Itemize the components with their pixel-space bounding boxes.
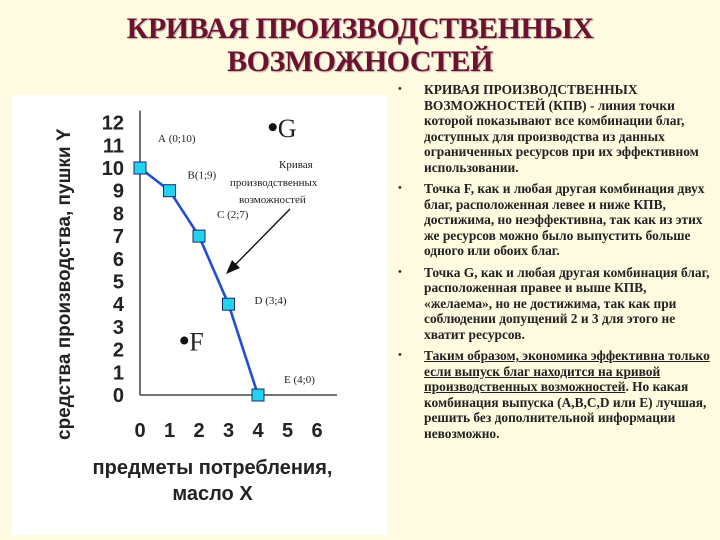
note-text-4-underlined: Таким образом, экономика эффективна только если выпуск благ находится на кривой производственных возможностей <box>424 348 710 394</box>
data-point-marker <box>252 389 264 401</box>
bullet-icon: • <box>398 182 402 194</box>
point-label: E (4;0) <box>284 374 315 386</box>
note-text-4-rest: . Но какая комбинация выпуска (A,B,C,D или E) лучшая, решить без дополнительной информации невозможно. <box>424 379 707 441</box>
note-item-2 <box>394 181 716 259</box>
y-tick-label: 6 <box>112 248 124 271</box>
annotation-text: возможностей <box>239 194 306 206</box>
bullet-icon: • <box>398 83 402 95</box>
notes-list <box>394 82 716 447</box>
data-point-marker <box>223 298 235 310</box>
y-tick-label: 11 <box>102 135 124 158</box>
x-axis-label-line-1: предметы потребления, <box>92 457 333 479</box>
annotation-text: Кривая <box>279 159 313 171</box>
extra-point-label: G <box>277 114 297 144</box>
y-tick-label: 10 <box>101 158 124 180</box>
note-text-1: КРИВАЯ ПРОИЗВОДСТВЕННЫХ ВОЗМОЖНОСТЕЙ (КПВ) - линия точки которой показывают все комбинации благ, доступных для производства из данных ограниченных ресурсов при их эффективном использовании. <box>424 82 699 175</box>
title-line-1: КРИВАЯ ПРОИЗВОДСТВЕННЫХ <box>126 12 594 45</box>
point-label: D (3;4) <box>254 295 287 308</box>
y-tick-label: 1 <box>112 362 124 385</box>
data-point-marker <box>193 230 205 242</box>
y-tick-label: 3 <box>112 316 124 339</box>
x-tick-label: 3 <box>222 420 235 442</box>
y-tick-label: 12 <box>101 112 124 135</box>
point-label: А (0;10) <box>158 133 196 145</box>
extra-point-label: F <box>189 327 204 357</box>
data-point-marker <box>134 162 146 174</box>
x-axis-label-line-2: масло X <box>172 483 253 505</box>
x-tick-label: 6 <box>311 420 323 442</box>
y-tick-label: 4 <box>112 294 124 317</box>
note-text-3: Точка G, как и любая другая комбинация благ, расположенная правее и выше КПВ, «желаема», но не достижима, так как при соблюдении допущений 2 и 3 для этого не хватит ресурсов. <box>424 264 710 342</box>
title-line-2: ВОЗМОЖНОСТЕЙ <box>227 45 493 78</box>
page-title <box>60 12 660 78</box>
annotation-text: производственных <box>230 177 318 189</box>
y-tick-label: 7 <box>112 226 124 249</box>
x-tick-label: 2 <box>193 420 205 442</box>
y-tick-label: 9 <box>112 180 124 203</box>
note-item-1 <box>394 82 716 175</box>
bullet-icon: • <box>398 265 402 278</box>
x-tick-label: 0 <box>134 420 146 442</box>
x-tick-label: 4 <box>252 420 264 442</box>
x-tick-label: 5 <box>281 420 294 442</box>
extra-point-dot <box>180 337 188 345</box>
x-tick-label: 1 <box>163 420 176 442</box>
bullet-icon: • <box>398 349 402 361</box>
note-text-2: Точка F, как и любая другая комбинация двух благ, расположенная левее и ниже КПВ, достижима, но неэффективна, так как из этих же ресурсов можно было выпустить больше одного или обоих благ. <box>424 181 705 258</box>
y-tick-label: 0 <box>112 385 124 407</box>
point-label: B(1;9) <box>187 169 217 182</box>
y-tick-label: 5 <box>112 271 124 294</box>
y-axis-label: средства производства, пушки Y <box>54 128 75 440</box>
note-item-4 <box>394 348 716 441</box>
y-tick-label: 8 <box>112 203 124 226</box>
point-label: C (2;7) <box>217 209 249 222</box>
data-point-marker <box>164 185 176 197</box>
x-axis-label <box>80 455 345 507</box>
y-tick-label: 2 <box>112 339 124 362</box>
note-item-3 <box>394 265 716 343</box>
extra-point-dot <box>269 123 277 131</box>
